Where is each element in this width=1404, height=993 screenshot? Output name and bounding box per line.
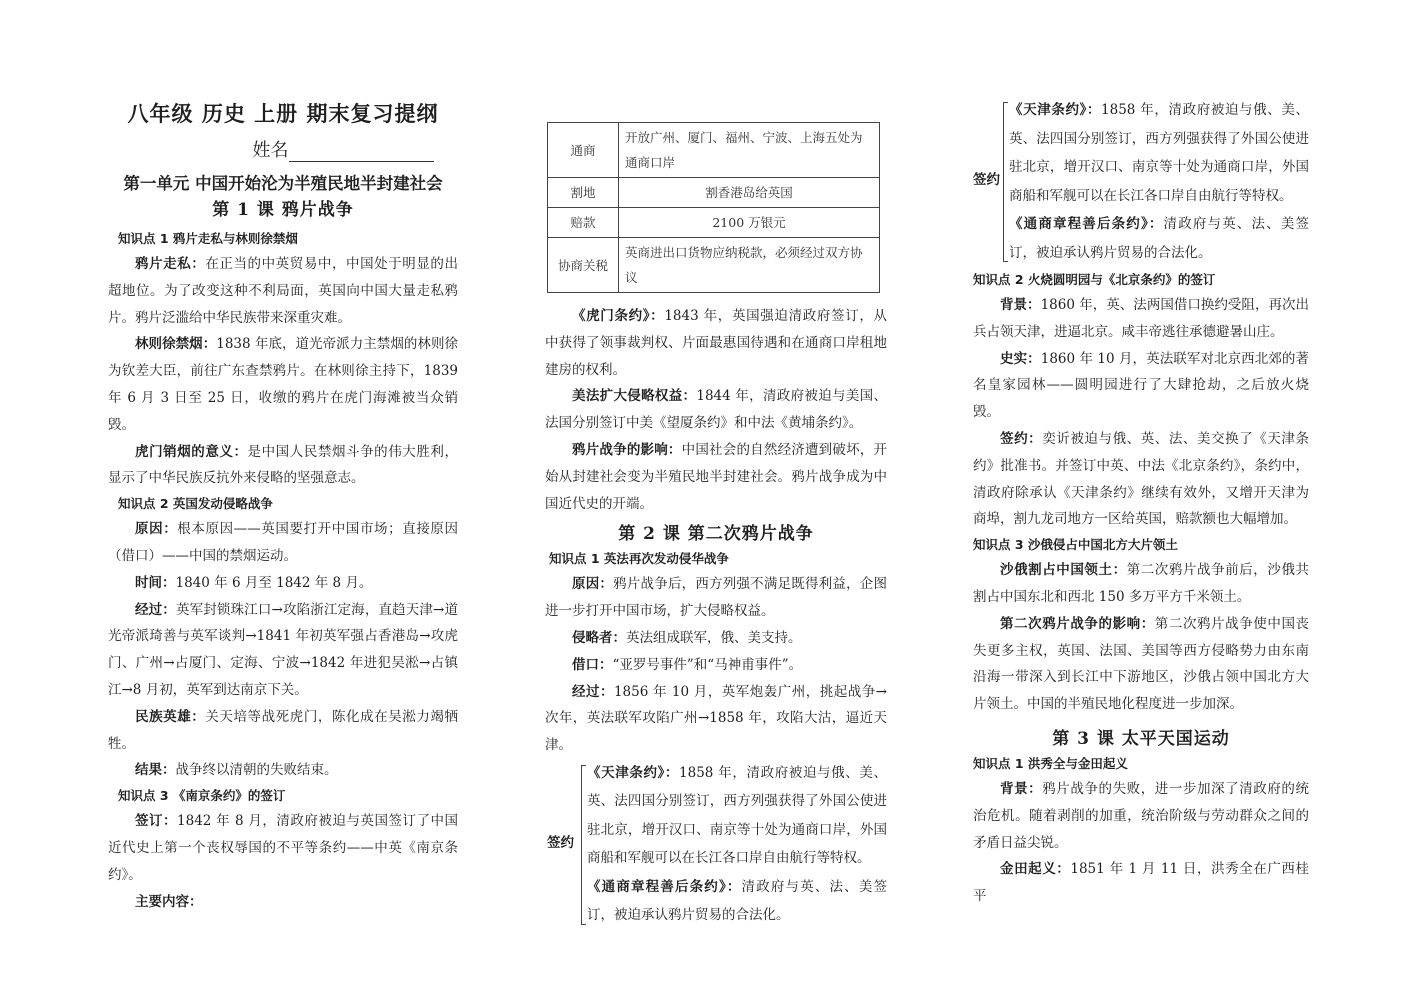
brace-line <box>1003 102 1008 262</box>
paragraph: 原因：鸦片战争后，西方列强不满足既得利益，企图进一步打开中国市场，扩大侵略权益。 <box>545 576 888 620</box>
paragraph: 背景：鸦片战争的失败，进一步加深了清政府的统治危机。随着剥削的加重，统治阶级与劳动群众之间的矛盾日益尖锐。 <box>973 780 1310 851</box>
unit-title: 第一单元 中国开始沦为半殖民地半封建社会 <box>123 174 443 193</box>
lesson-3-title: 第 3 课 太平天国运动 <box>1052 728 1230 749</box>
paragraph: 时间：1840 年 6 月至 1842 年 8 月。 <box>135 574 373 591</box>
table-key: 协商关税 <box>548 238 619 293</box>
table-key: 割地 <box>548 178 619 208</box>
paragraph: 主要内容： <box>135 893 203 910</box>
paragraph: 原因：根本原因——英国要打开中国市场；直接原因（借口）——中国的禁烟运动。 <box>108 521 459 564</box>
column-3 <box>973 96 1309 910</box>
paragraph: 美法扩大侵略权益：1844 年，清政府被迫与美国、法国分别签订中美《望厦条约》和中法《黄埔条约》。 <box>545 388 887 432</box>
name-field <box>108 136 458 162</box>
table-row <box>548 178 880 208</box>
paragraph: 经过：1856 年 10 月，英军炮轰广州，挑起战争→次年，英法联军攻陷广州→1858 年，攻陷大沽，逼近天津。 <box>545 683 887 754</box>
name-label: 姓名 <box>252 140 289 161</box>
lesson-2-title: 第 2 课 第二次鸦片战争 <box>618 524 814 545</box>
kp-heading: 知识点 2 火烧圆明园与《北京条约》的签订 <box>973 272 1216 287</box>
paragraph: 经过：英军封锁珠江口→攻陷浙江定海，直趋天津→道光帝派琦善与英军谈判→1841 年初英军强占香港岛→攻虎门、广州→占厦门、定海、宁波→1842 年进犯吴淞→占镇江→8 月初，英军到达南京下关。 <box>108 601 459 698</box>
kp-heading: 知识点 1 英法再次发动侵华战争 <box>549 551 729 567</box>
paragraph: 史实：1860 年 10 月，英法联军对北京西北郊的著名皇家园林——圆明园进行了大肆抢劫，之后放火烧毁。 <box>973 350 1309 421</box>
paragraph: 《虎门条约》：1843 年，英国强迫清政府签订，从中获得了领事裁判权、片面最惠国待遇和在通商口岸租地建房的权利。 <box>545 308 888 378</box>
treaty-brace <box>545 759 887 931</box>
column-1 <box>108 98 458 915</box>
table-value: 割香港岛给英国 <box>619 178 880 208</box>
table-key: 通商 <box>548 123 619 178</box>
kp-heading: 知识点 2 英国发动侵略战争 <box>118 496 273 512</box>
kp-heading: 知识点 1 洪秀全与金田起义 <box>973 755 1128 771</box>
brace-label: 签约 <box>973 172 1000 188</box>
paragraph: 沙俄割占中国领土：第二次鸦片战争前后，沙俄共割占中国东北和西北 150 多万平方千米领土。 <box>973 562 1310 605</box>
paragraph: 侵略者：英法组成联军，俄、美支持。 <box>572 629 802 646</box>
kp-heading: 知识点 3 沙俄侵占中国北方大片领土 <box>973 537 1178 553</box>
paragraph: 签约：奕䜣被迫与俄、英、法、美交换了《天津条约》批准书。并签订中英、中法《北京条约》，条约中，清政府除承认《天津条约》继续有效外，又增开天津为商埠，割九龙司地方一区给英国，赔款额也大幅增加。 <box>973 430 1310 528</box>
table-row <box>548 238 880 293</box>
brace-content: 《天津条约》：1858 年，清政府被迫与俄、美、英、法四国分别签订，西方列强获得了外国公使进驻北京，增开汉口、南京等十处为通商口岸，外国商船和军舰可以在长江各口岸自由航行等特权。 《通商章程善后条约》：清政府与英、法、美签订，被迫承认鸦片贸易的合法化。 <box>587 764 888 924</box>
paragraph: 结果：战争终以清朝的失败结束。 <box>135 762 338 779</box>
paragraph: 借口：“亚罗号事件”和“马神甫事件”。 <box>572 656 803 673</box>
treaty-table <box>547 122 880 293</box>
brace-line <box>581 765 586 925</box>
paragraph: 鸦片战争的影响：中国社会的自然经济遭到破坏，开始从封建社会变为半殖民地半封建社会。鸦片战争成为中国近代史的开端。 <box>545 441 888 512</box>
treaty-brace <box>973 96 1309 268</box>
paragraph: 金田起义：1851 年 1 月 11 日，洪秀全在广西桂平 <box>973 861 1309 905</box>
paragraph: 虎门销烟的意义：是中国人民禁烟斗争的伟大胜利，显示了中华民族反抗外来侵略的坚强意志。 <box>108 443 459 487</box>
table-key: 赔款 <box>548 208 619 238</box>
table-value: 英商进出口货物应纳税款，必须经过双方协议 <box>619 238 880 293</box>
paragraph: 背景：1860 年，英、法两国借口换约受阻，再次出兵占领天津，进逼北京。咸丰帝逃往承德避暑山庄。 <box>973 297 1310 340</box>
brace-content: 《天津条约》：1858 年，清政府被迫与俄、美、英、法四国分别签订，西方列强获得了外国公使进驻北京，增开汉口、南京等十处为通商口岸，外国商船和军舰可以在长江各口岸自由航行等特权。 《通商章程善后条约》：清政府与英、法、美签订，被迫承认鸦片贸易的合法化。 <box>1009 102 1310 261</box>
paragraph: 林则徐禁烟：1838 年底，道光帝派力主禁烟的林则徐为钦差大臣，前往广东查禁鸦片。在林则徐主持下，1839 年 6 月 3 日至 25 日，收缴的鸦片在虎门海滩被当众销毁。 <box>108 336 458 433</box>
paragraph: 民族英雄：关天培等战死虎门，陈化成在吴淞力竭牺牲。 <box>108 708 459 752</box>
column-2 <box>545 122 887 931</box>
lesson-1-title: 第 1 课 鸦片战争 <box>212 200 354 220</box>
table-value: 2100 万银元 <box>619 208 880 238</box>
name-blank <box>289 143 434 162</box>
page-title: 八年级 历史 上册 期末复习提纲 <box>127 102 439 126</box>
kp-heading: 知识点 3 《南京条约》的签订 <box>118 788 286 804</box>
table-row <box>548 208 880 238</box>
table-row <box>548 123 880 178</box>
paragraph: 签订：1842 年 8 月，清政府被迫与英国签订了中国近代史上第一个丧权辱国的不平等条约——中英《南京条约》。 <box>108 813 458 883</box>
brace-label: 签约 <box>547 834 574 851</box>
paragraph: 鸦片走私：在正当的中英贸易中，中国处于明显的出超地位。为了改变这种不利局面，英国向中国大量走私鸦片。鸦片泛滥给中华民族带来深重灾难。 <box>108 256 459 326</box>
paragraph: 第二次鸦片战争的影响：第二次鸦片战争使中国丧失更多主权，英国、法国、美国等西方侵略势力由东南沿海一带深入到长江中下游地区，沙俄占领中国北方大片领土。中国的半殖民地化程度进一步加深。 <box>973 615 1310 713</box>
kp-heading: 知识点 1 鸦片走私与林则徐禁烟 <box>118 231 298 246</box>
table-value: 开放广州、厦门、福州、宁波、上海五处为通商口岸 <box>619 123 880 178</box>
